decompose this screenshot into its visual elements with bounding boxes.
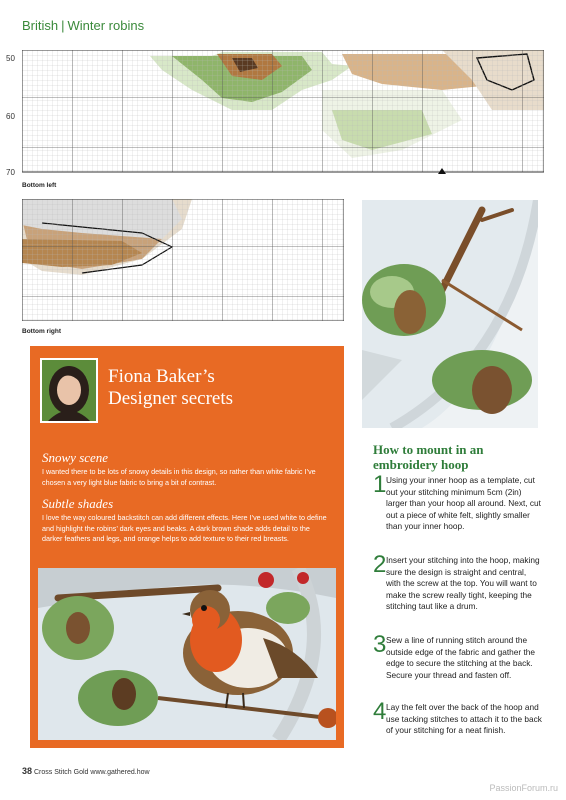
step-number-3: 3 [373, 631, 387, 658]
row-label-60: 60 [6, 112, 15, 121]
mount-title [373, 442, 484, 472]
mount-step-2 [373, 551, 543, 613]
mount-step-1 [373, 471, 543, 533]
magazine-name: Cross Stitch Gold [33, 769, 89, 776]
designer-portrait [42, 360, 96, 421]
caption-bottom-right: Bottom right [22, 328, 61, 335]
secrets-title [108, 366, 233, 410]
chart-bottom-left [6, 50, 544, 177]
header-title: Winter robins [67, 18, 145, 33]
step-text-1: Using your inner hoop as a template, cut out your stitching minimum 5cm (2in) larger than your hoop all around. Next, cut out a piece of white felt, slightly smaller than your inner hoop. [386, 475, 541, 532]
page-header [22, 18, 144, 33]
subtle-shades-heading: Subtle shades [42, 496, 114, 511]
step-number-2: 2 [373, 551, 387, 578]
header-separator: | [61, 18, 65, 33]
robin-photo [38, 568, 336, 740]
footer-url[interactable]: www.gathered.how [90, 769, 150, 776]
header-section: British [22, 18, 59, 33]
hoop-closeup-photo [362, 200, 538, 428]
row-label-50: 50 [6, 54, 15, 63]
mount-step-3 [373, 631, 543, 681]
row-label-70: 70 [6, 168, 15, 177]
designer-avatar [40, 358, 98, 423]
page-number: 38 [22, 766, 33, 776]
watermark: PassionForum.ru [489, 783, 558, 793]
step-text-2: Insert your stitching into the hoop, making sure the design is straight and central, with the screw at the top. You will want to make the screw really tight, keeping the stitching taut like a drum. [386, 555, 540, 612]
caption-bottom-left: Bottom left [22, 182, 57, 189]
mount-step-4 [373, 698, 543, 737]
step-number-4: 4 [373, 698, 387, 725]
page-footer [22, 766, 150, 776]
step-text-3: Sew a line of running stitch around the outside edge of the fabric and gather the edge to secure the stitching at the back. Secure your thread and fasten off. [386, 635, 535, 680]
snowy-scene-text: I wanted there to be lots of snowy details in this design, so rather than white fabric I’ve chosen a very light blue fabric to bring a bit of contrast. [42, 467, 316, 487]
mount-title-line2: embroidery hoop [373, 457, 469, 472]
hoop-closeup-illustration [362, 200, 538, 428]
chart-bottom-right [22, 199, 344, 321]
subtle-shades-text: I love the way coloured backstitch can add different effects. Here I’ve used white to define and highlight the robins’ dark eyes and beaks. A dark brown shade adds detail to the darker feathers and legs, and orange helps to add texture to their red breasts. [42, 513, 327, 543]
step-number-1: 1 [373, 471, 387, 498]
mount-title-line1: How to mount in an [373, 442, 484, 457]
chart-grid-top [22, 50, 544, 174]
chart-grid-bottom [22, 199, 344, 321]
step-text-4: Lay the felt over the back of the hoop and use tacking stitches to attach it to the back of your stitching for a neat finish. [386, 702, 542, 736]
secrets-title-line1: Fiona Baker’s [108, 366, 215, 387]
secrets-title-line2: Designer secrets [108, 388, 234, 409]
robin-illustration [38, 568, 336, 740]
designer-secrets-panel [30, 346, 344, 748]
snowy-scene-heading: Snowy scene [42, 450, 109, 465]
